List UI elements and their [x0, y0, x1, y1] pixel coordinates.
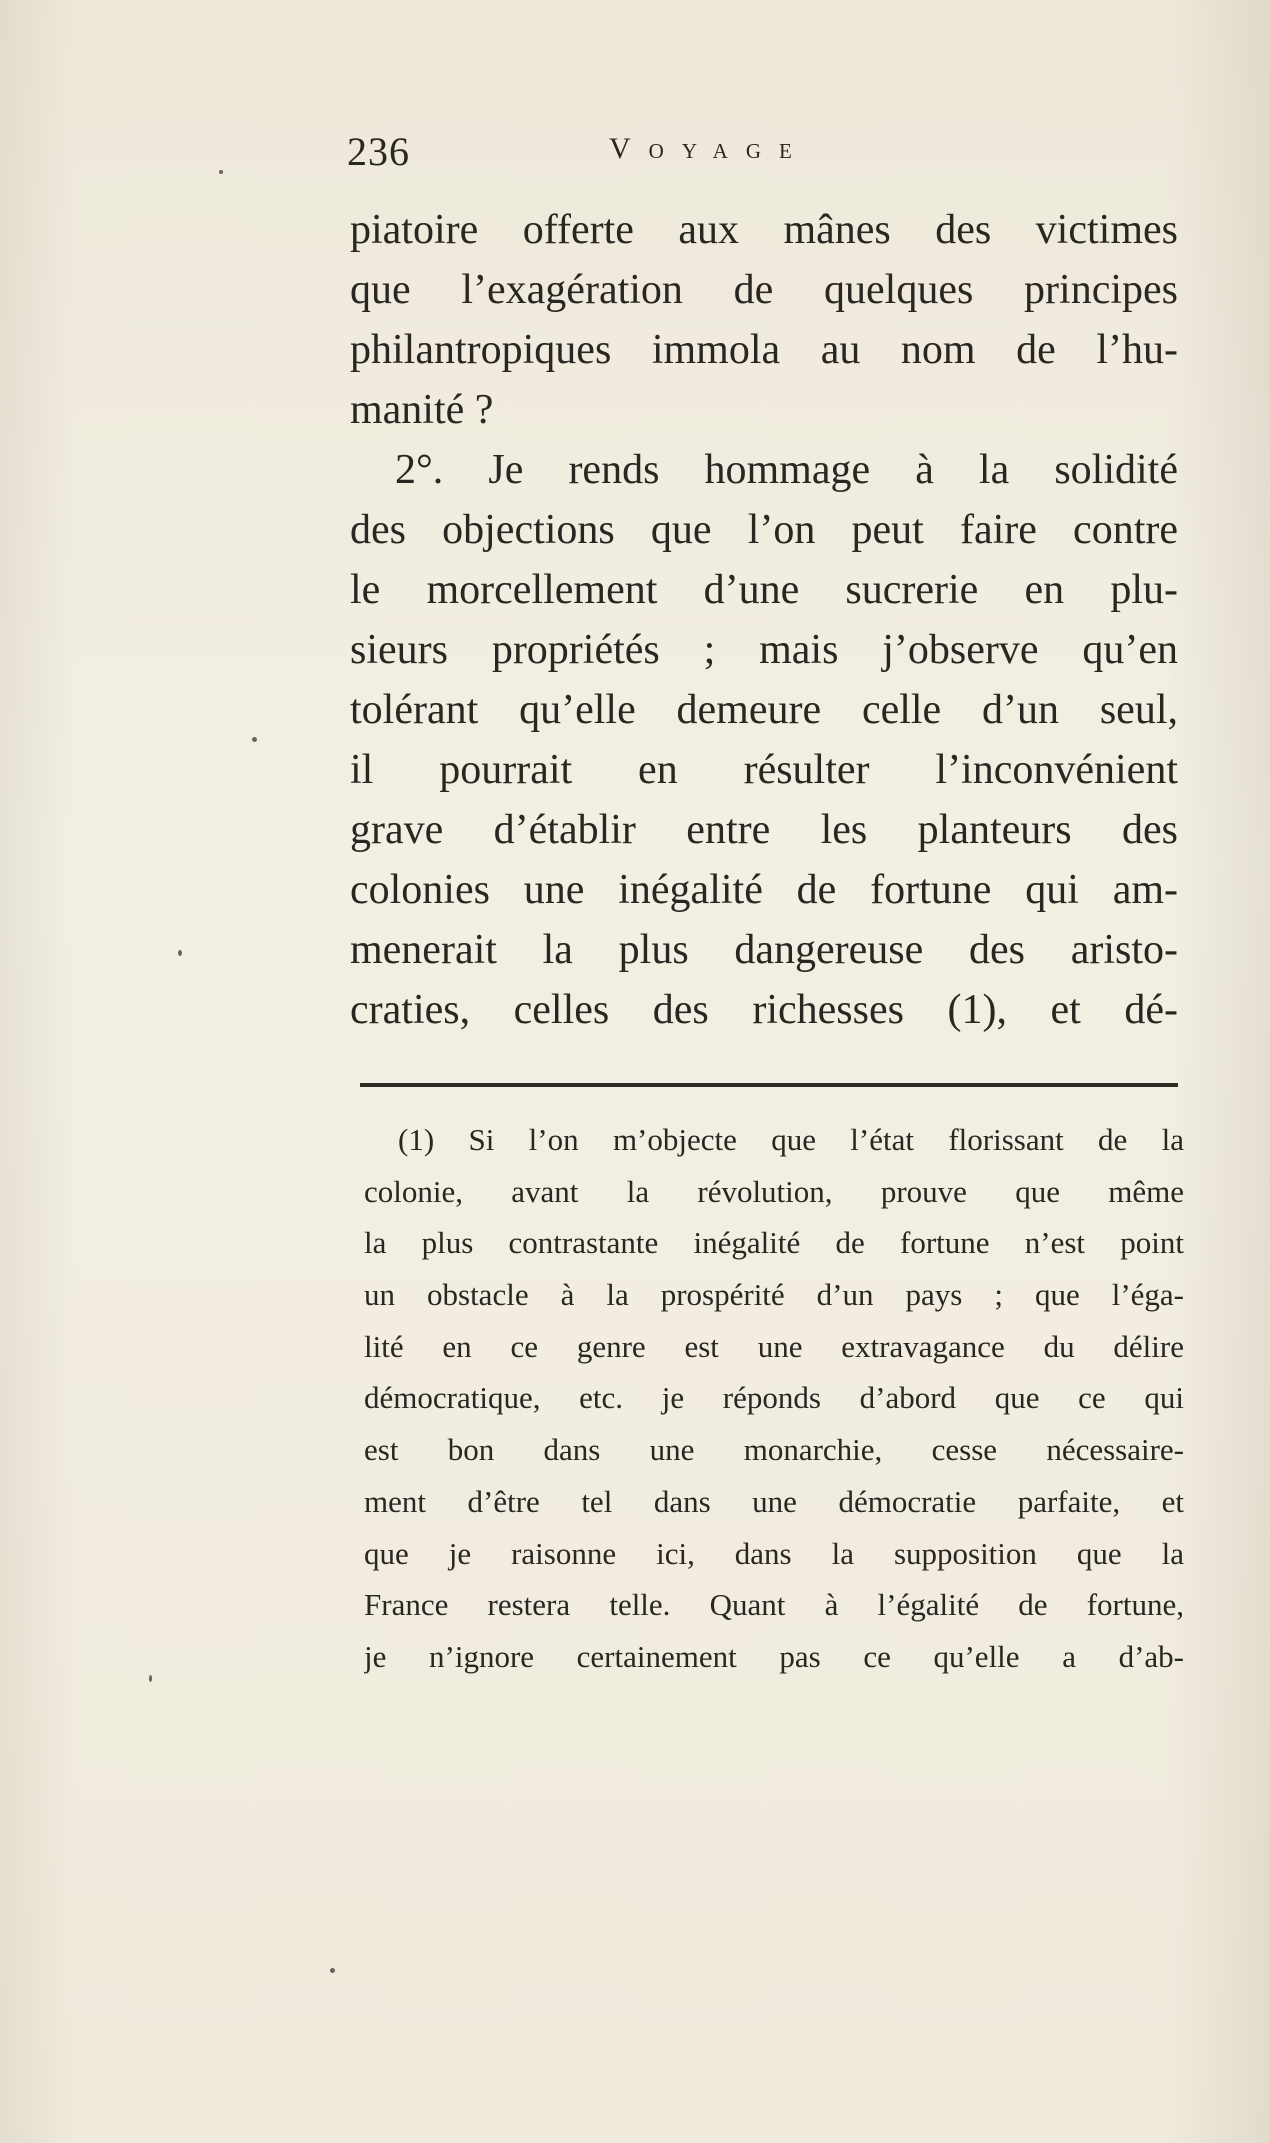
footnote-line: que je raisonne ici, dans la supposition que la: [364, 1535, 1184, 1571]
paper-speck: [252, 737, 257, 742]
footnote-line: démocratique, etc. je réponds d’abord que ce qui: [364, 1380, 1184, 1416]
footnote: [364, 1114, 1184, 1683]
text-line: le morcellement d’une sucrerie en plu-: [350, 567, 1178, 613]
text-line: sieurs propriétés ; mais j’observe qu’en: [350, 627, 1178, 673]
running-title: Voyage: [609, 132, 810, 165]
text-line: des objections que l’on peut faire contre: [350, 507, 1178, 553]
footnote-divider: [360, 1083, 1178, 1087]
footnote-line: ment d’être tel dans une démocratie parfaite, et: [364, 1483, 1184, 1519]
text-line: 2°. Je rends hommage à la solidité: [395, 447, 1178, 493]
text-line: craties, celles des richesses (1), et dé-: [350, 987, 1178, 1033]
text-line: que l’exagération de quelques principes: [350, 267, 1178, 313]
paper-speck: [219, 170, 223, 174]
text-line: grave d’établir entre les planteurs des: [350, 807, 1178, 853]
page-header: [347, 128, 1167, 188]
footnote-line: lité en ce genre est une extravagance du délire: [364, 1328, 1184, 1364]
text-line: il pourrait en résulter l’inconvénient: [350, 747, 1178, 793]
footnote-line: est bon dans une monarchie, cesse nécessaire-: [364, 1432, 1184, 1468]
footnote-line: colonie, avant la révolution, prouve que même: [364, 1173, 1184, 1209]
text-line: philantropiques immola au nom de l’hu-: [350, 327, 1178, 373]
footnote-line: (1) Si l’on m’objecte que l’état florissant de la: [398, 1122, 1184, 1157]
text-line: tolérant qu’elle demeure celle d’un seul,: [350, 687, 1178, 733]
body-text: [350, 200, 1178, 1040]
text-line: piatoire offerte aux mânes des victimes: [350, 207, 1178, 253]
text-line: menerait la plus dangereuse des aristo-: [350, 927, 1178, 973]
footnote-line: la plus contrastante inégalité de fortune n’est point: [364, 1225, 1184, 1261]
footnote-line: France restera telle. Quant à l’égalité de fortune,: [364, 1587, 1184, 1623]
text-line: colonies une inégalité de fortune qui am-: [350, 867, 1178, 913]
footnote-line: un obstacle à la prospérité d’un pays ; que l’éga-: [364, 1277, 1184, 1313]
paper-speck: [178, 950, 182, 956]
page-number: 236: [347, 129, 410, 174]
paper-speck: [149, 1675, 152, 1682]
text-line: manité ?: [350, 387, 494, 433]
paper-speck: [330, 1968, 335, 1973]
footnote-line: je n’ignore certainement pas ce qu’elle a d’ab-: [364, 1638, 1184, 1674]
